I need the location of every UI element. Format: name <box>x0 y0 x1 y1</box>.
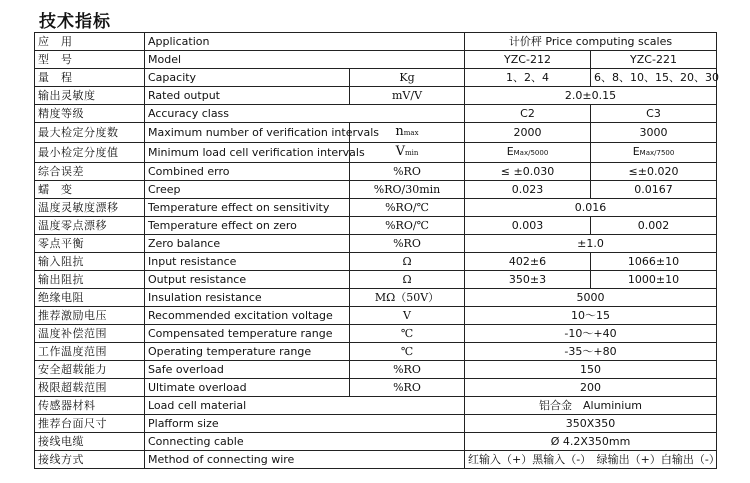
value: -35～+80 <box>465 343 717 361</box>
table-row <box>35 253 717 271</box>
row-label-cn: 最小检定分度值 <box>35 143 145 163</box>
row-label-en: Accuracy class <box>145 105 465 123</box>
row-label-en: Model <box>145 51 465 69</box>
row-label-en: Creep <box>145 181 350 199</box>
table-row <box>35 289 717 307</box>
spec-table <box>34 32 720 469</box>
value-212: C2 <box>465 105 591 123</box>
unit: ℃ <box>350 325 465 343</box>
model-212: YZC-212 <box>465 51 591 69</box>
table-row <box>35 33 717 51</box>
row-label-cn: 零点平衡 <box>35 235 145 253</box>
row-label-en: Temperature effect on zero <box>145 217 350 235</box>
table-row <box>35 271 717 289</box>
unit: %RO <box>350 163 465 181</box>
value-221: ≤±0.020 <box>591 163 717 181</box>
row-label-cn: 温度灵敏度漂移 <box>35 199 145 217</box>
table-row <box>35 143 717 163</box>
row-label-cn: 量 程 <box>35 69 145 87</box>
value-221: C3 <box>591 105 717 123</box>
value-221: 1066±10 <box>591 253 717 271</box>
value-212: 0.023 <box>465 181 591 199</box>
unit: %RO <box>350 379 465 397</box>
value: 铝合金 Aluminium <box>465 397 717 415</box>
row-label-cn: 极限超载范围 <box>35 379 145 397</box>
unit: Kg <box>350 69 465 87</box>
row-label-cn: 传感器材料 <box>35 397 145 415</box>
unit: mV/V <box>350 87 465 105</box>
row-label-cn: 推荐激励电压 <box>35 307 145 325</box>
row-label-cn: 型 号 <box>35 51 145 69</box>
row-label-en: Safe overload <box>145 361 350 379</box>
table-row <box>35 433 717 451</box>
table-row <box>35 415 717 433</box>
unit: ℃ <box>350 343 465 361</box>
model-221: YZC-221 <box>591 51 717 69</box>
value: 0.016 <box>465 199 717 217</box>
value: 200 <box>465 379 717 397</box>
value-212: ≤ ±0.030 <box>465 163 591 181</box>
table-row <box>35 69 717 87</box>
value-212: 402±6 <box>465 253 591 271</box>
row-label-en: Ultimate overload <box>145 379 350 397</box>
row-label-en: Insulation resistance <box>145 289 350 307</box>
table-row <box>35 361 717 379</box>
table-row <box>35 325 717 343</box>
value-sub: Max/5000 <box>513 149 549 157</box>
unit-main: V <box>395 144 405 159</box>
value-221: 1000±10 <box>591 271 717 289</box>
row-label-cn: 推荐台面尺寸 <box>35 415 145 433</box>
row-label-en: Connecting cable <box>145 433 465 451</box>
row-label-en: Load cell material <box>145 397 465 415</box>
value-212: 350±3 <box>465 271 591 289</box>
unit: %RO/30min <box>350 181 465 199</box>
row-label-en: Compensated temperature range <box>145 325 350 343</box>
value: -10～+40 <box>465 325 717 343</box>
value-main: E <box>632 145 640 158</box>
row-label-cn: 温度补偿范围 <box>35 325 145 343</box>
row-label-cn: 精度等级 <box>35 105 145 123</box>
row-label-cn: 接线方式 <box>35 451 145 469</box>
value-212: 1、2、4 <box>465 69 591 87</box>
row-label-en: Temperature effect on sensitivity <box>145 199 350 217</box>
row-label-en: Output resistance <box>145 271 350 289</box>
row-label-en: Maximum number of verification intervals <box>145 123 350 143</box>
table-row <box>35 379 717 397</box>
value: 150 <box>465 361 717 379</box>
value-212: 2000 <box>465 123 591 143</box>
row-label-cn: 输出阻抗 <box>35 271 145 289</box>
table-row <box>35 123 717 143</box>
row-label-en: Rated output <box>145 87 350 105</box>
application-value: 计价秤 Price computing scales <box>465 33 717 51</box>
unit: Ω <box>350 253 465 271</box>
row-label-en: Method of connecting wire <box>145 451 465 469</box>
value-sub: Max/7500 <box>639 149 675 157</box>
table-row <box>35 199 717 217</box>
row-label-en: Zero balance <box>145 235 350 253</box>
row-label-en: Recommended excitation voltage <box>145 307 350 325</box>
unit-sub: min <box>405 149 419 157</box>
value: 红输入（+）黑输入（-） 绿输出（+）白输出（-） <box>465 451 717 469</box>
unit <box>350 143 465 163</box>
value: 10～15 <box>465 307 717 325</box>
unit: %RO <box>350 361 465 379</box>
table-row <box>35 397 717 415</box>
row-label-en: Operating temperature range <box>145 343 350 361</box>
table-row <box>35 51 717 69</box>
unit-main: n <box>395 124 404 139</box>
row-label-cn: 输出灵敏度 <box>35 87 145 105</box>
row-label-cn: 绝缘电阻 <box>35 289 145 307</box>
row-label-en: Plafform size <box>145 415 465 433</box>
row-label-en: Application <box>145 33 465 51</box>
unit: Ω <box>350 271 465 289</box>
row-label-en: Minimum load cell verification intervals <box>145 143 350 163</box>
row-label-cn: 最大检定分度数 <box>35 123 145 143</box>
table-row <box>35 181 717 199</box>
row-label-cn: 安全超载能力 <box>35 361 145 379</box>
value-221 <box>591 143 717 163</box>
table-row <box>35 163 717 181</box>
table-row <box>35 451 717 469</box>
row-label-cn: 应 用 <box>35 33 145 51</box>
value-main: E <box>506 145 514 158</box>
value-212 <box>465 143 591 163</box>
unit: %RO <box>350 235 465 253</box>
row-label-en: Combined erro <box>145 163 350 181</box>
row-label-cn: 蠕 变 <box>35 181 145 199</box>
table-row <box>35 343 717 361</box>
table-row <box>35 217 717 235</box>
row-label-cn: 温度零点漂移 <box>35 217 145 235</box>
table-row <box>35 307 717 325</box>
row-label-cn: 工作温度范围 <box>35 343 145 361</box>
value: 350X350 <box>465 415 717 433</box>
row-label-cn: 输入阻抗 <box>35 253 145 271</box>
value-212: 0.003 <box>465 217 591 235</box>
page-title: 技术指标 <box>39 12 111 32</box>
row-label-cn: 综合误差 <box>35 163 145 181</box>
unit: MΩ（50V） <box>350 289 465 307</box>
row-label-cn: 接线电缆 <box>35 433 145 451</box>
value: 2.0±0.15 <box>465 87 717 105</box>
value-221: 0.002 <box>591 217 717 235</box>
unit: V <box>350 307 465 325</box>
value-221: 3000 <box>591 123 717 143</box>
unit: %RO/℃ <box>350 217 465 235</box>
table-row <box>35 105 717 123</box>
value: 5000 <box>465 289 717 307</box>
value: ±1.0 <box>465 235 717 253</box>
value-221: 6、8、10、15、20、30 <box>591 69 717 87</box>
value-221: 0.0167 <box>591 181 717 199</box>
unit: %RO/℃ <box>350 199 465 217</box>
table-row <box>35 87 717 105</box>
value: Ø 4.2X350mm <box>465 433 717 451</box>
row-label-en: Input resistance <box>145 253 350 271</box>
unit-sub: max <box>403 129 419 137</box>
row-label-en: Capacity <box>145 69 350 87</box>
table-row <box>35 235 717 253</box>
